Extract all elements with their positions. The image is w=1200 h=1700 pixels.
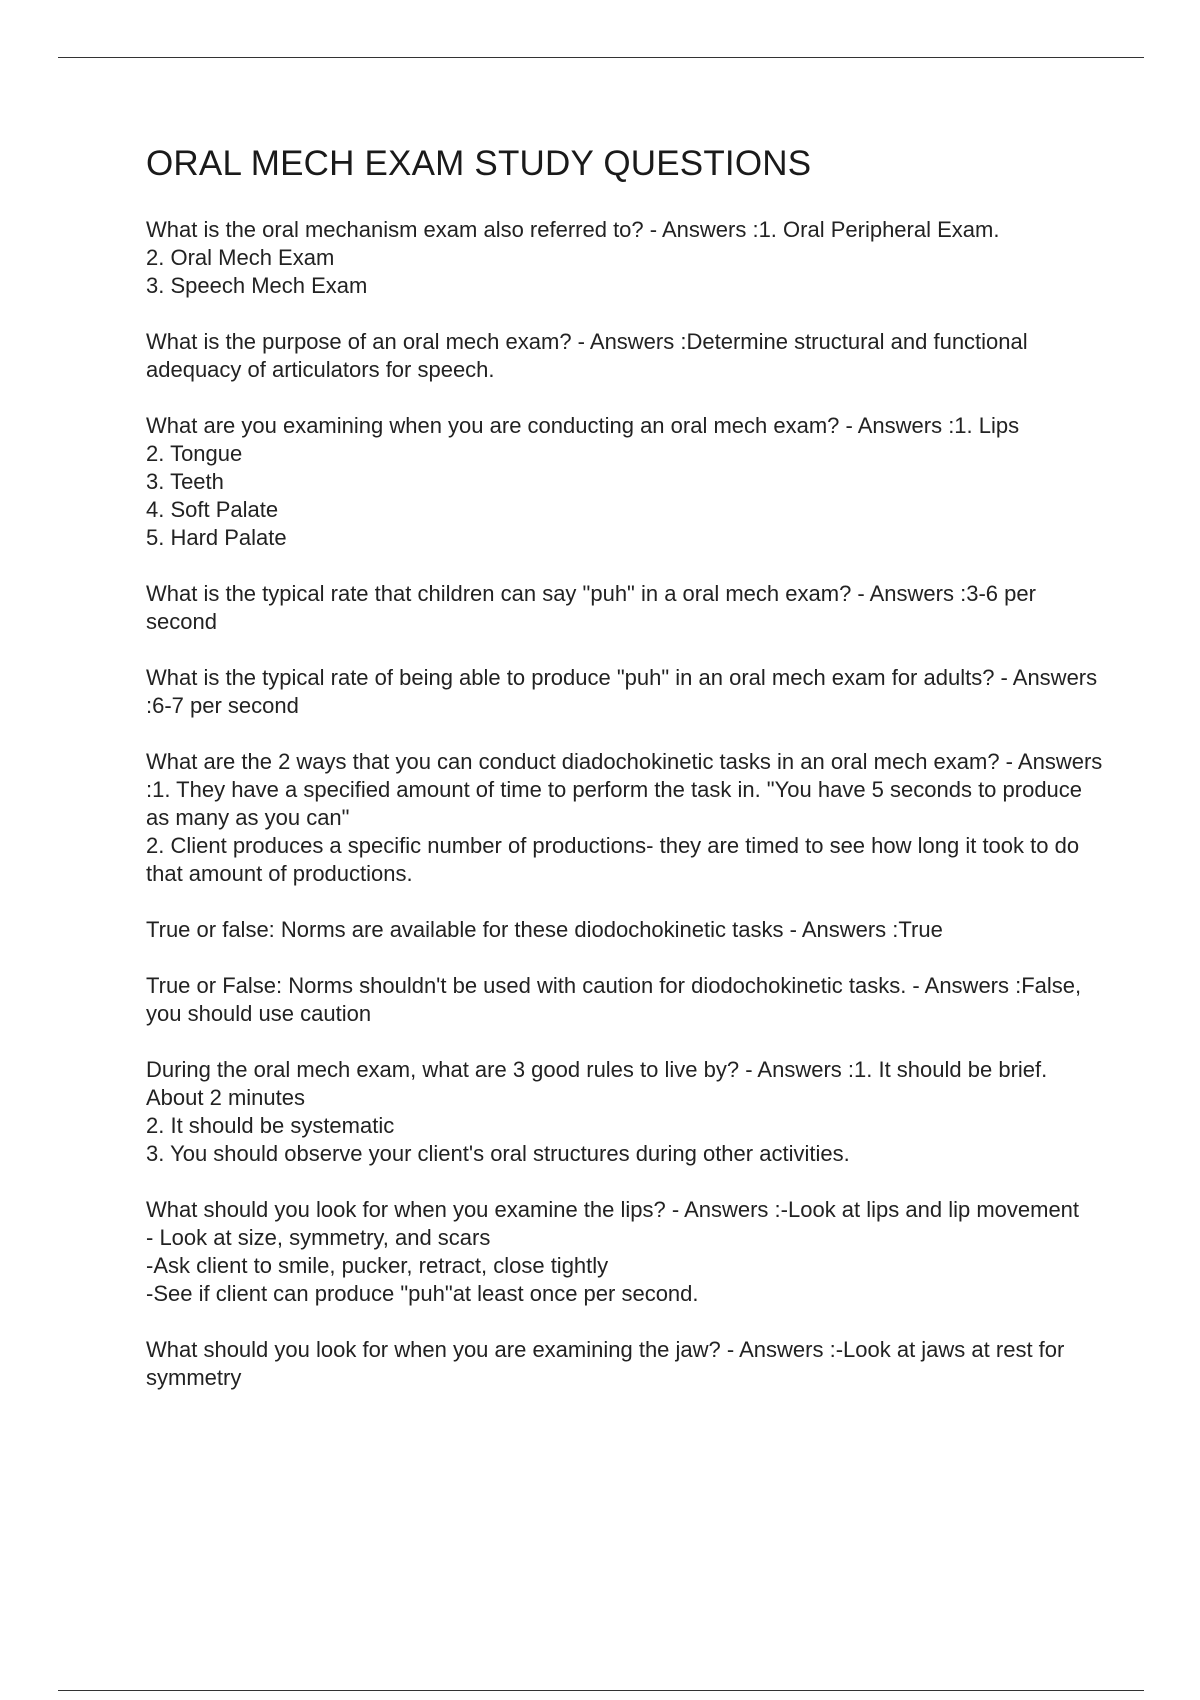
qa-entry: What is the typical rate of being able to produce "puh" in an oral mech exam for adults? - Answers :6-7 per second	[146, 665, 1098, 718]
qa-entry: What is the oral mechanism exam also referred to? - Answers :1. Oral Peripheral Exam. 2. Oral Mech Exam 3. Speech Mech Exam	[146, 217, 1000, 298]
qa-entry: What are you examining when you are conducting an oral mech exam? - Answers :1. Lips 2. Tongue 3. Teeth 4. Soft Palate 5. Hard Palate	[146, 413, 1020, 550]
bottom-divider	[58, 1690, 1144, 1691]
qa-entry: What is the typical rate that children can say "puh" in a oral mech exam? - Answers :3-6 per second	[146, 581, 1036, 634]
qa-entry: What is the purpose of an oral mech exam? - Answers :Determine structural and functional adequacy of articulators for speech.	[146, 329, 1028, 382]
qa-entry: What are the 2 ways that you can conduct diadochokinetic tasks in an oral mech exam? - Answers :1. They have a specified amount of time to perform the task in. "You have 5 seconds to produce as many as you can" 2. Client produces a specific number of productions- they are timed to see how long it took to do that amount of productions.	[146, 749, 1103, 886]
top-divider	[58, 57, 1144, 58]
document-body	[146, 140, 1106, 1420]
page-title: ORAL MECH EXAM STUDY QUESTIONS	[146, 144, 812, 183]
qa-entry: What should you look for when you are examining the jaw? - Answers :-Look at jaws at rest for symmetry	[146, 1337, 1065, 1390]
qa-entry: True or False: Norms shouldn't be used with caution for diodochokinetic tasks. - Answers :False, you should use caution	[146, 973, 1082, 1026]
qa-entry: What should you look for when you examine the lips? - Answers :-Look at lips and lip movement - Look at size, symmetry, and scars -Ask client to smile, pucker, retract, close tightly -See if client can produce "puh"at least once per second.	[146, 1197, 1080, 1306]
qa-entry: During the oral mech exam, what are 3 good rules to live by? - Answers :1. It should be brief. About 2 minutes 2. It should be systematic 3. You should observe your client's oral structures during other activities.	[146, 1057, 1048, 1166]
qa-entry: True or false: Norms are available for these diodochokinetic tasks - Answers :True	[146, 917, 943, 942]
